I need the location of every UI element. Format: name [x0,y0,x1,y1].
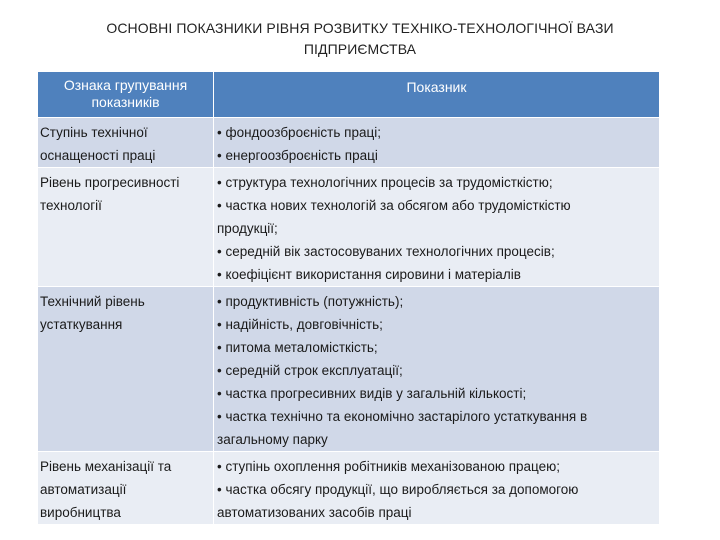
indicator-item: • питома металомісткість; [217,340,378,355]
header-indicator-cell: Показник [406,79,467,95]
header-group-line-2: показників [91,94,160,110]
header-group-cell [38,72,214,117]
indicator-item: • ступінь охоплення робітників механізованою працею; [217,459,561,474]
indicator-item: • структура технологічних процесів за трудомісткістю; [217,175,553,190]
group-line: Технічний рівень [40,294,145,309]
indicator-item: • середній строк експлуатації; [217,363,403,378]
group-line: устаткування [40,317,123,332]
indicator-cell [214,287,659,451]
table-row [38,286,659,451]
header-group-line-1: Ознака групування [63,77,188,93]
indicator-item: • коефіцієнт використання сировини і матеріалів [217,267,521,282]
indicator-item: продукції; [217,221,278,236]
indicator-item: • частка технічно та економічно застарілого устаткування в [217,409,588,424]
indicator-cell [214,118,659,167]
table-row [38,117,659,167]
indicator-item: • фондоозброєність праці; [217,125,381,140]
title-line-2: ПІДПРИЄМСТВА [303,41,417,57]
group-cell [38,287,214,451]
group-line: Ступінь технічної [40,125,148,140]
page-title [40,18,680,60]
group-cell [38,168,214,286]
group-line: технології [40,198,102,213]
indicator-cell [214,452,659,524]
title-line-1: ОСНОВНІ ПОКАЗНИКИ РІВНЯ РОЗВИТКУ ТЕХНІКО-ТЕХНОЛОГІЧНОЇ ВАЗИ [106,20,614,36]
indicator-item: • енергоозброєність праці [217,148,378,163]
table-row [38,167,659,286]
indicator-item: • середній вік застосовуваних технологічних процесів; [217,244,555,259]
group-line: Рівень прогресивності [40,175,180,190]
indicator-item: автоматизованих засобів праці [217,505,412,520]
table-row [38,451,659,524]
group-cell [38,452,214,524]
indicator-item: • продуктивність (потужність); [217,294,404,309]
group-cell [38,118,214,167]
group-line: автоматизації [40,482,127,497]
indicator-item: • частка нових технологій за обсягом або трудомісткістю [217,198,571,213]
indicator-item: • частка прогресивних видів у загальній кількості; [217,386,527,401]
indicator-item: • надійність, довговічність; [217,317,383,332]
indicators-table [38,72,659,524]
table-header [38,72,659,117]
indicator-cell [214,168,659,286]
indicator-item: загальному парку [217,432,328,447]
group-line: Рівень механізації та [40,459,172,474]
indicator-item: • частка обсягу продукції, що виробляється за допомогою [217,482,579,497]
group-line: виробництва [40,505,121,520]
group-line: оснащеності праці [40,148,156,163]
